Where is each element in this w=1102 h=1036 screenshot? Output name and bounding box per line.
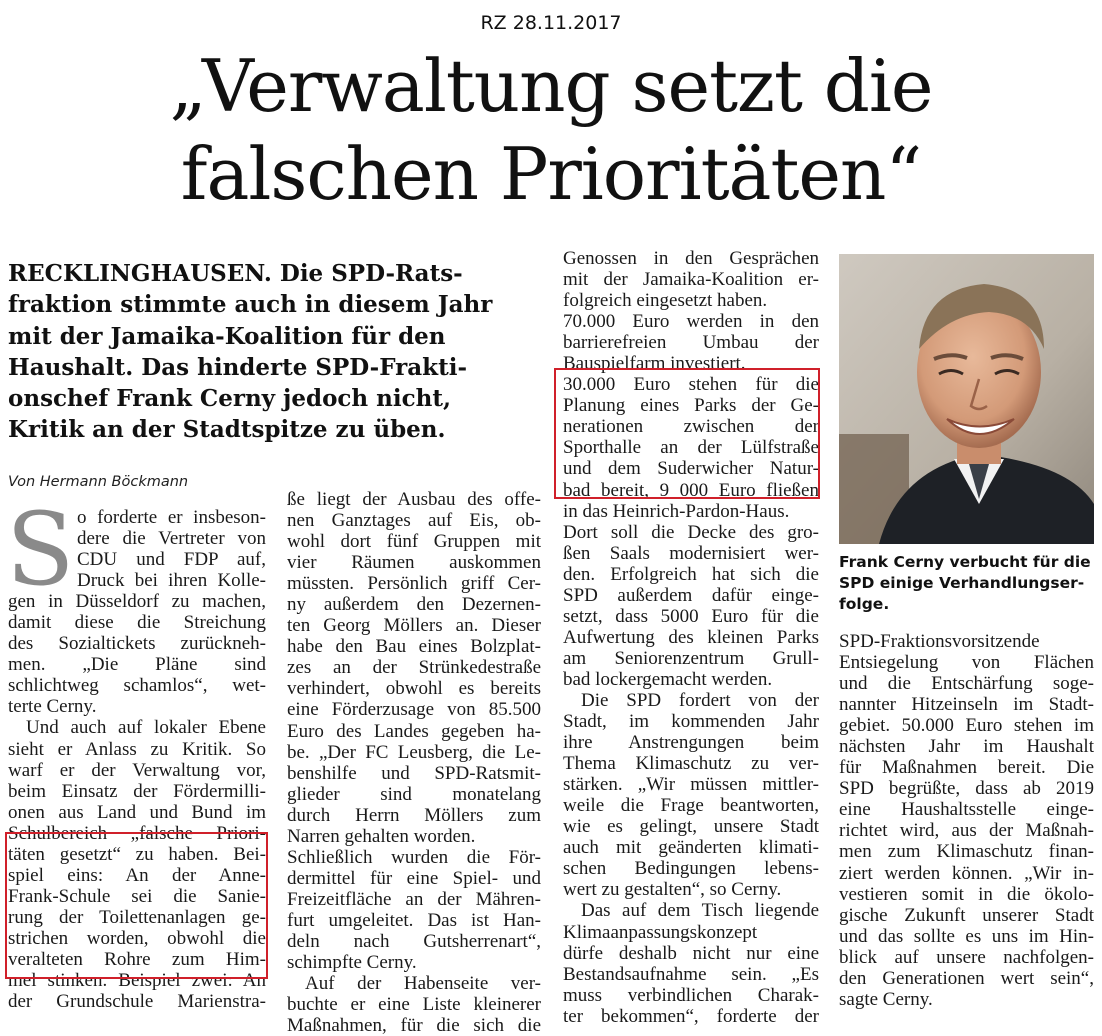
- text-line: nannter Hitzeinseln im Stadt-: [839, 694, 1094, 716]
- text-line: in das Heinrich-Pardon-Haus.: [563, 500, 790, 522]
- text-line: deln nach Gutsherrenart“,: [287, 930, 541, 952]
- headline: [40, 42, 1062, 218]
- text-line: strichen worden, obwohl die: [8, 927, 266, 949]
- text-line: auch mit geänderten klimati-: [563, 837, 819, 859]
- article-column-3: [563, 248, 819, 1027]
- text-line: Bauspielfarm investiert.: [563, 353, 746, 375]
- text-line: sieht er Anlass zu Kritik. So: [8, 738, 266, 760]
- text-line: und die Entschärfung soge-: [839, 673, 1094, 695]
- text-line: ny außerdem den Dezernen-: [287, 594, 541, 616]
- text-line: 30.000 Euro stehen für die: [563, 374, 819, 396]
- text-line: onen aus Land und Bund im: [8, 801, 266, 823]
- text-line: Freizeitfläche an der Mähren-: [287, 888, 541, 910]
- lead-line: onschef Frank Cerny jedoch nicht,: [8, 385, 451, 413]
- lead-line: mit der Jamaika-Koalition für den: [8, 322, 446, 350]
- text-line: der Grundschule Marienstra-: [8, 991, 266, 1013]
- text-line: blick auf unsere nachfolgen-: [839, 946, 1094, 968]
- text-line: SPD-Fraktionsvorsitzende: [839, 631, 1040, 652]
- text-line: sagte Cerny.: [839, 988, 933, 1010]
- text-line: ter bekommen“, forderte der: [563, 1005, 819, 1027]
- article-column-4: [839, 631, 1094, 1010]
- text-line: Schließlich wurden die För-: [287, 846, 541, 868]
- text-line: eine Haushaltsstelle einge-: [839, 799, 1094, 821]
- lead-paragraph: [8, 258, 548, 446]
- text-line: eine Förderzusage von 85.500: [287, 699, 541, 721]
- headline-line: falschen Prioritäten“: [180, 132, 922, 216]
- article-column-1: [8, 507, 266, 1012]
- text-line: verhindert, obwohl es bereits: [287, 678, 541, 700]
- text-line: Planung eines Parks der Ge-: [563, 395, 819, 417]
- text-line: Thema Klimaschutz zu ver-: [563, 753, 819, 775]
- text-line: Stadt, im kommenden Jahr: [563, 711, 819, 733]
- text-line: zes an der Strünkedestraße: [287, 657, 541, 679]
- text-line: wohl dort fünf Gruppen mit: [287, 531, 541, 553]
- text-line: setzt, dass 5000 Euro für die: [563, 605, 819, 627]
- drop-cap: S: [6, 491, 75, 608]
- text-line: Und auch auf lokaler Ebene: [26, 717, 266, 739]
- byline: Von Hermann Böckmann: [8, 474, 189, 490]
- text-line: ten Georg Möllers an. Dieser: [287, 615, 541, 637]
- caption-line: SPD einige Verhandlungser-: [839, 574, 1085, 592]
- text-line: schimpfte Cerny.: [287, 952, 417, 974]
- text-line: vier Räumen auskommen: [287, 552, 541, 574]
- headline-line: „Verwaltung setzt die: [169, 44, 933, 128]
- text-line: warf er der Verwaltung vor,: [8, 759, 266, 781]
- text-line: men. „Die Pläne sind: [8, 654, 266, 676]
- text-line: SPD außerdem dafür einge-: [563, 584, 819, 606]
- text-line: Euro des Landes gegeben ha-: [287, 720, 541, 742]
- lead-line: fraktion stimmte auch in diesem Jahr: [8, 291, 493, 319]
- portrait-illustration: [839, 254, 1094, 544]
- portrait-photo: [839, 254, 1094, 544]
- text-line: beim Einsatz der Fördermilli-: [8, 780, 266, 802]
- text-line: barrierefreien Umbau der: [563, 332, 819, 354]
- text-line: Narren gehalten worden.: [287, 825, 476, 847]
- text-line: damit diese die Streichung: [8, 612, 266, 634]
- text-line: mel stinken. Beispiel zwei: An: [8, 970, 266, 992]
- text-line: und das sollte es uns im Hin-: [839, 925, 1094, 947]
- lead-line: Kritik an der Stadtspitze zu üben.: [8, 416, 446, 444]
- text-line: Aufwertung des kleinen Parks: [563, 626, 819, 648]
- text-line: Schulbereich „falsche Priori-: [8, 822, 266, 844]
- text-line: bad bereit, 9 000 Euro fließen: [563, 479, 819, 501]
- text-line: Das auf dem Tisch liegende: [581, 900, 819, 922]
- dateline: RZ 28.11.2017: [480, 12, 622, 34]
- lead-line: RECKLINGHAUSEN. Die SPD-Rats-: [8, 260, 463, 287]
- text-line: wie es gelingt, unsere Stadt: [563, 816, 819, 838]
- text-line: bad lockergemacht werden.: [563, 668, 773, 690]
- text-line: SPD begrüßte, dass ab 2019: [839, 778, 1094, 800]
- text-line: Die SPD fordert von der: [581, 689, 819, 711]
- photo-caption: [839, 552, 1097, 615]
- text-line: rung der Toilettenanlagen ge-: [8, 906, 266, 928]
- text-line: o forderte er insbeson-: [77, 507, 266, 528]
- text-line: müssten. Persönlich griff Cer-: [287, 573, 541, 595]
- text-line: gische Zukunft unserer Stadt: [839, 904, 1094, 926]
- text-line: dürfe deshalb nicht nur eine: [563, 942, 819, 964]
- text-line: nerationen zwischen der: [563, 416, 819, 438]
- text-line: folgreich eingesetzt haben.: [563, 290, 768, 312]
- text-line: spiel eins: An der Anne-: [8, 864, 266, 886]
- text-line: Maßnahmen, für die sich die: [287, 1015, 541, 1036]
- text-line: ihre Anstrengungen beim: [563, 732, 819, 754]
- text-line: nen Ganztages auf Eis, ob-: [287, 510, 541, 532]
- text-line: be. „Der FC Leusberg, die Le-: [287, 741, 541, 763]
- text-line: wert zu gestalten“, so Cerny.: [563, 879, 782, 901]
- text-line: ßen Saals modernisiert wer-: [563, 542, 819, 564]
- text-line: Sporthalle an der Lülfstraße: [563, 437, 819, 459]
- text-line: durch Herrn Möllers zum: [287, 804, 541, 826]
- text-line: furt umgeleitet. Das ist Han-: [287, 909, 541, 931]
- text-line: den. Erfolgreich hat sich die: [563, 563, 819, 585]
- text-line: habe den Bau eines Bolzplat-: [287, 636, 541, 658]
- text-line: Frank-Schule sei die Sanie-: [8, 885, 266, 907]
- text-line: mit der Jamaika-Koalition er-: [563, 269, 819, 291]
- text-line: richtet wird, aus der Maßnah-: [839, 820, 1094, 842]
- text-line: Entsiegelung von Flächen: [839, 652, 1094, 674]
- text-line: vestieren somit in die ökolo-: [839, 883, 1094, 905]
- article-column-2: [287, 489, 541, 1036]
- text-line: muss verbindlichen Charak-: [563, 984, 819, 1006]
- text-line: benshilfe und SPD-Ratsmit-: [287, 762, 541, 784]
- text-line: veralteten Rohre zum Him-: [8, 948, 266, 970]
- text-line: Dort soll die Decke des gro-: [563, 521, 819, 543]
- text-line: buchte er eine Liste kleinerer: [287, 994, 541, 1016]
- text-line: ße liegt der Ausbau des offe-: [287, 489, 541, 510]
- text-line: Klimaanpassungskonzept: [563, 921, 758, 943]
- text-line: und dem Suderwicher Natur-: [563, 458, 819, 480]
- text-line: men zum Klimaschutz finan-: [839, 841, 1094, 863]
- text-line: des Sozialtickets zurücknеh-: [8, 633, 266, 655]
- text-line: stärken. „Wir müssen mittler-: [563, 774, 819, 796]
- text-line: 70.000 Euro werden in den: [563, 311, 819, 333]
- text-line: täten gesetzt“ zu haben. Bei-: [8, 843, 266, 865]
- caption-line: folge.: [839, 595, 890, 613]
- text-line: Druck bei ihren Kolle-: [77, 570, 266, 592]
- text-line: für Maßnahmen bereit. Die: [839, 757, 1094, 779]
- text-line: ziert werden können. „Wir in-: [839, 862, 1094, 884]
- text-line: dermittel für eine Spiel- und: [287, 867, 541, 889]
- text-line: weile die Frage beantworten,: [563, 795, 819, 817]
- text-line: nächsten Jahr im Haushalt: [839, 736, 1094, 758]
- text-line: schlichtweg schamlos“, wet-: [8, 675, 266, 697]
- lead-line: Haushalt. Das hinderte SPD-Frakti-: [8, 353, 468, 381]
- text-line: gebiet. 50.000 Euro stehen im: [839, 715, 1094, 737]
- text-line: den Generationen wert sein“,: [839, 967, 1094, 989]
- text-line: Genossen in den Gesprächen: [563, 248, 819, 269]
- text-line: Auf der Habenseite ver-: [305, 973, 541, 995]
- text-line: terte Cerny.: [8, 696, 97, 718]
- text-line: am Seniorenzentrum Grull-: [563, 647, 819, 669]
- text-line: dere die Vertreter von: [77, 528, 266, 550]
- text-line: gen in Düsseldorf zu machen,: [8, 591, 266, 613]
- text-line: schen Bedingungen lebens-: [563, 858, 819, 880]
- caption-line: Frank Cerny verbucht für die: [839, 553, 1091, 571]
- text-line: glieder sind monatelang: [287, 783, 541, 805]
- text-line: Bestandsaufnahme sein. „Es: [563, 963, 819, 985]
- text-line: CDU und FDP auf,: [77, 549, 266, 571]
